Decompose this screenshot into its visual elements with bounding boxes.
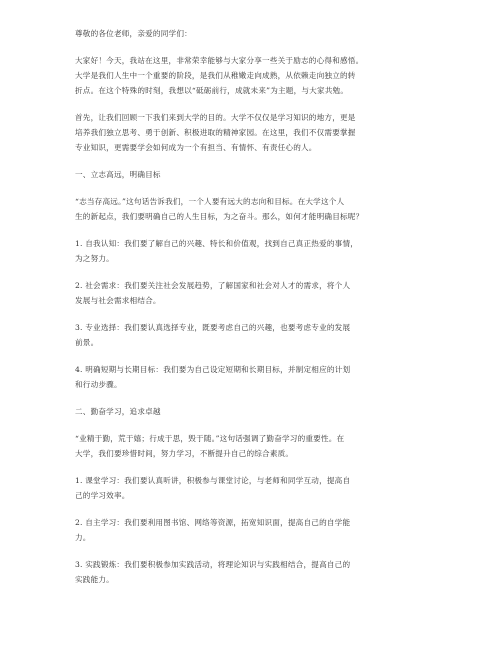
section-1-item bbox=[75, 320, 427, 350]
list-item-line: 3. 实践锻炼：我们要积极参加实践活动，将理论知识与实践相结合，提高自己的 bbox=[75, 560, 351, 569]
intro-paragraph bbox=[75, 53, 427, 98]
section-2-item bbox=[75, 473, 427, 503]
section-1-lead bbox=[75, 194, 427, 224]
list-item-line: 实践能力。 bbox=[75, 575, 114, 584]
list-item-line: 1. 自我认知：我们要了解自己的兴趣、特长和价值观，找到自己真正热爱的事情， bbox=[75, 239, 359, 248]
section-1-lead-line: 生的新起点，我们要明确自己的人生目标，为之奋斗。那么，如何才能明确目标呢？ bbox=[75, 212, 364, 221]
section-2-heading: 二、勤奋学习，追求卓越 bbox=[75, 407, 161, 416]
intro-line: 大家好！今天，我站在这里，非常荣幸能够与大家分享一些关于励志的心得和感悟。 bbox=[75, 56, 364, 65]
list-item-line: 1. 课堂学习：我们要认真听讲，积极参与课堂讨论，与老师和同学互动，提高自 bbox=[75, 476, 351, 485]
section-1-lead-line: “志当存高远。”这句话告诉我们，一个人要有远大的志向和目标。在大学这个人 bbox=[75, 197, 345, 206]
list-item-line: 3. 专业选择：我们要认真选择专业，既要考虑自己的兴趣，也要考虑专业的发展 bbox=[75, 323, 351, 332]
section-1-item bbox=[75, 278, 427, 308]
greeting-line: 尊敬的各位老师，亲爱的同学们： bbox=[75, 29, 192, 38]
list-item-line: 2. 社会需求：我们要关注社会发展趋势，了解国家和社会对人才的需求，将个人 bbox=[75, 281, 351, 290]
list-item-line: 前景。 bbox=[75, 338, 99, 347]
list-item-line: 4. 明确短期与长期目标：我们要为自己设定短期和长期目标，并制定相应的计划 bbox=[75, 365, 351, 374]
list-item-line: 2. 自主学习：我们要利用图书馆、网络等资源，拓宽知识面，提高自己的自学能 bbox=[75, 518, 351, 527]
list-item-line: 己的学习效率。 bbox=[75, 491, 130, 500]
list-item-line: 和行动步骤。 bbox=[75, 380, 122, 389]
intro-line: 折点。在这个特殊的时刻，我想以“砥砺前行，成就未来”为主题，与大家共勉。 bbox=[75, 86, 349, 95]
section-2-item bbox=[75, 557, 427, 587]
greeting bbox=[75, 26, 427, 41]
review-line: 培养我们独立思考、勇于创新、积极进取的精神家园。在这里，我们不仅需要掌握 bbox=[75, 128, 356, 137]
section-1-item bbox=[75, 362, 427, 392]
section-2-lead-line: 大学，我们要珍惜时间，努力学习，不断提升自己的综合素质。 bbox=[75, 449, 294, 458]
section-2-item bbox=[75, 515, 427, 545]
section-1-heading: 一、立志高远，明确目标 bbox=[75, 170, 161, 179]
intro-line: 大学是我们人生中一个重要的阶段，是我们从稚嫩走向成熟，从依赖走向独立的转 bbox=[75, 71, 356, 80]
section-1-item bbox=[75, 236, 427, 266]
list-item-line: 为之努力。 bbox=[75, 254, 114, 263]
review-paragraph bbox=[75, 110, 427, 155]
section-2-lead-line: “业精于勤，荒于嬉；行成于思，毁于随。”这句话强调了勤奋学习的重要性。在 bbox=[75, 434, 345, 443]
review-line: 首先，让我们回顾一下我们来到大学的目的。大学不仅仅是学习知识的地方，更是 bbox=[75, 113, 356, 122]
list-item-line: 发展与社会需求相结合。 bbox=[75, 296, 161, 305]
document-page bbox=[75, 26, 427, 599]
review-line: 专业知识，更需要学会如何成为一个有担当、有情怀、有责任心的人。 bbox=[75, 143, 317, 152]
section-2-lead bbox=[75, 431, 427, 461]
list-item-line: 力。 bbox=[75, 533, 91, 542]
